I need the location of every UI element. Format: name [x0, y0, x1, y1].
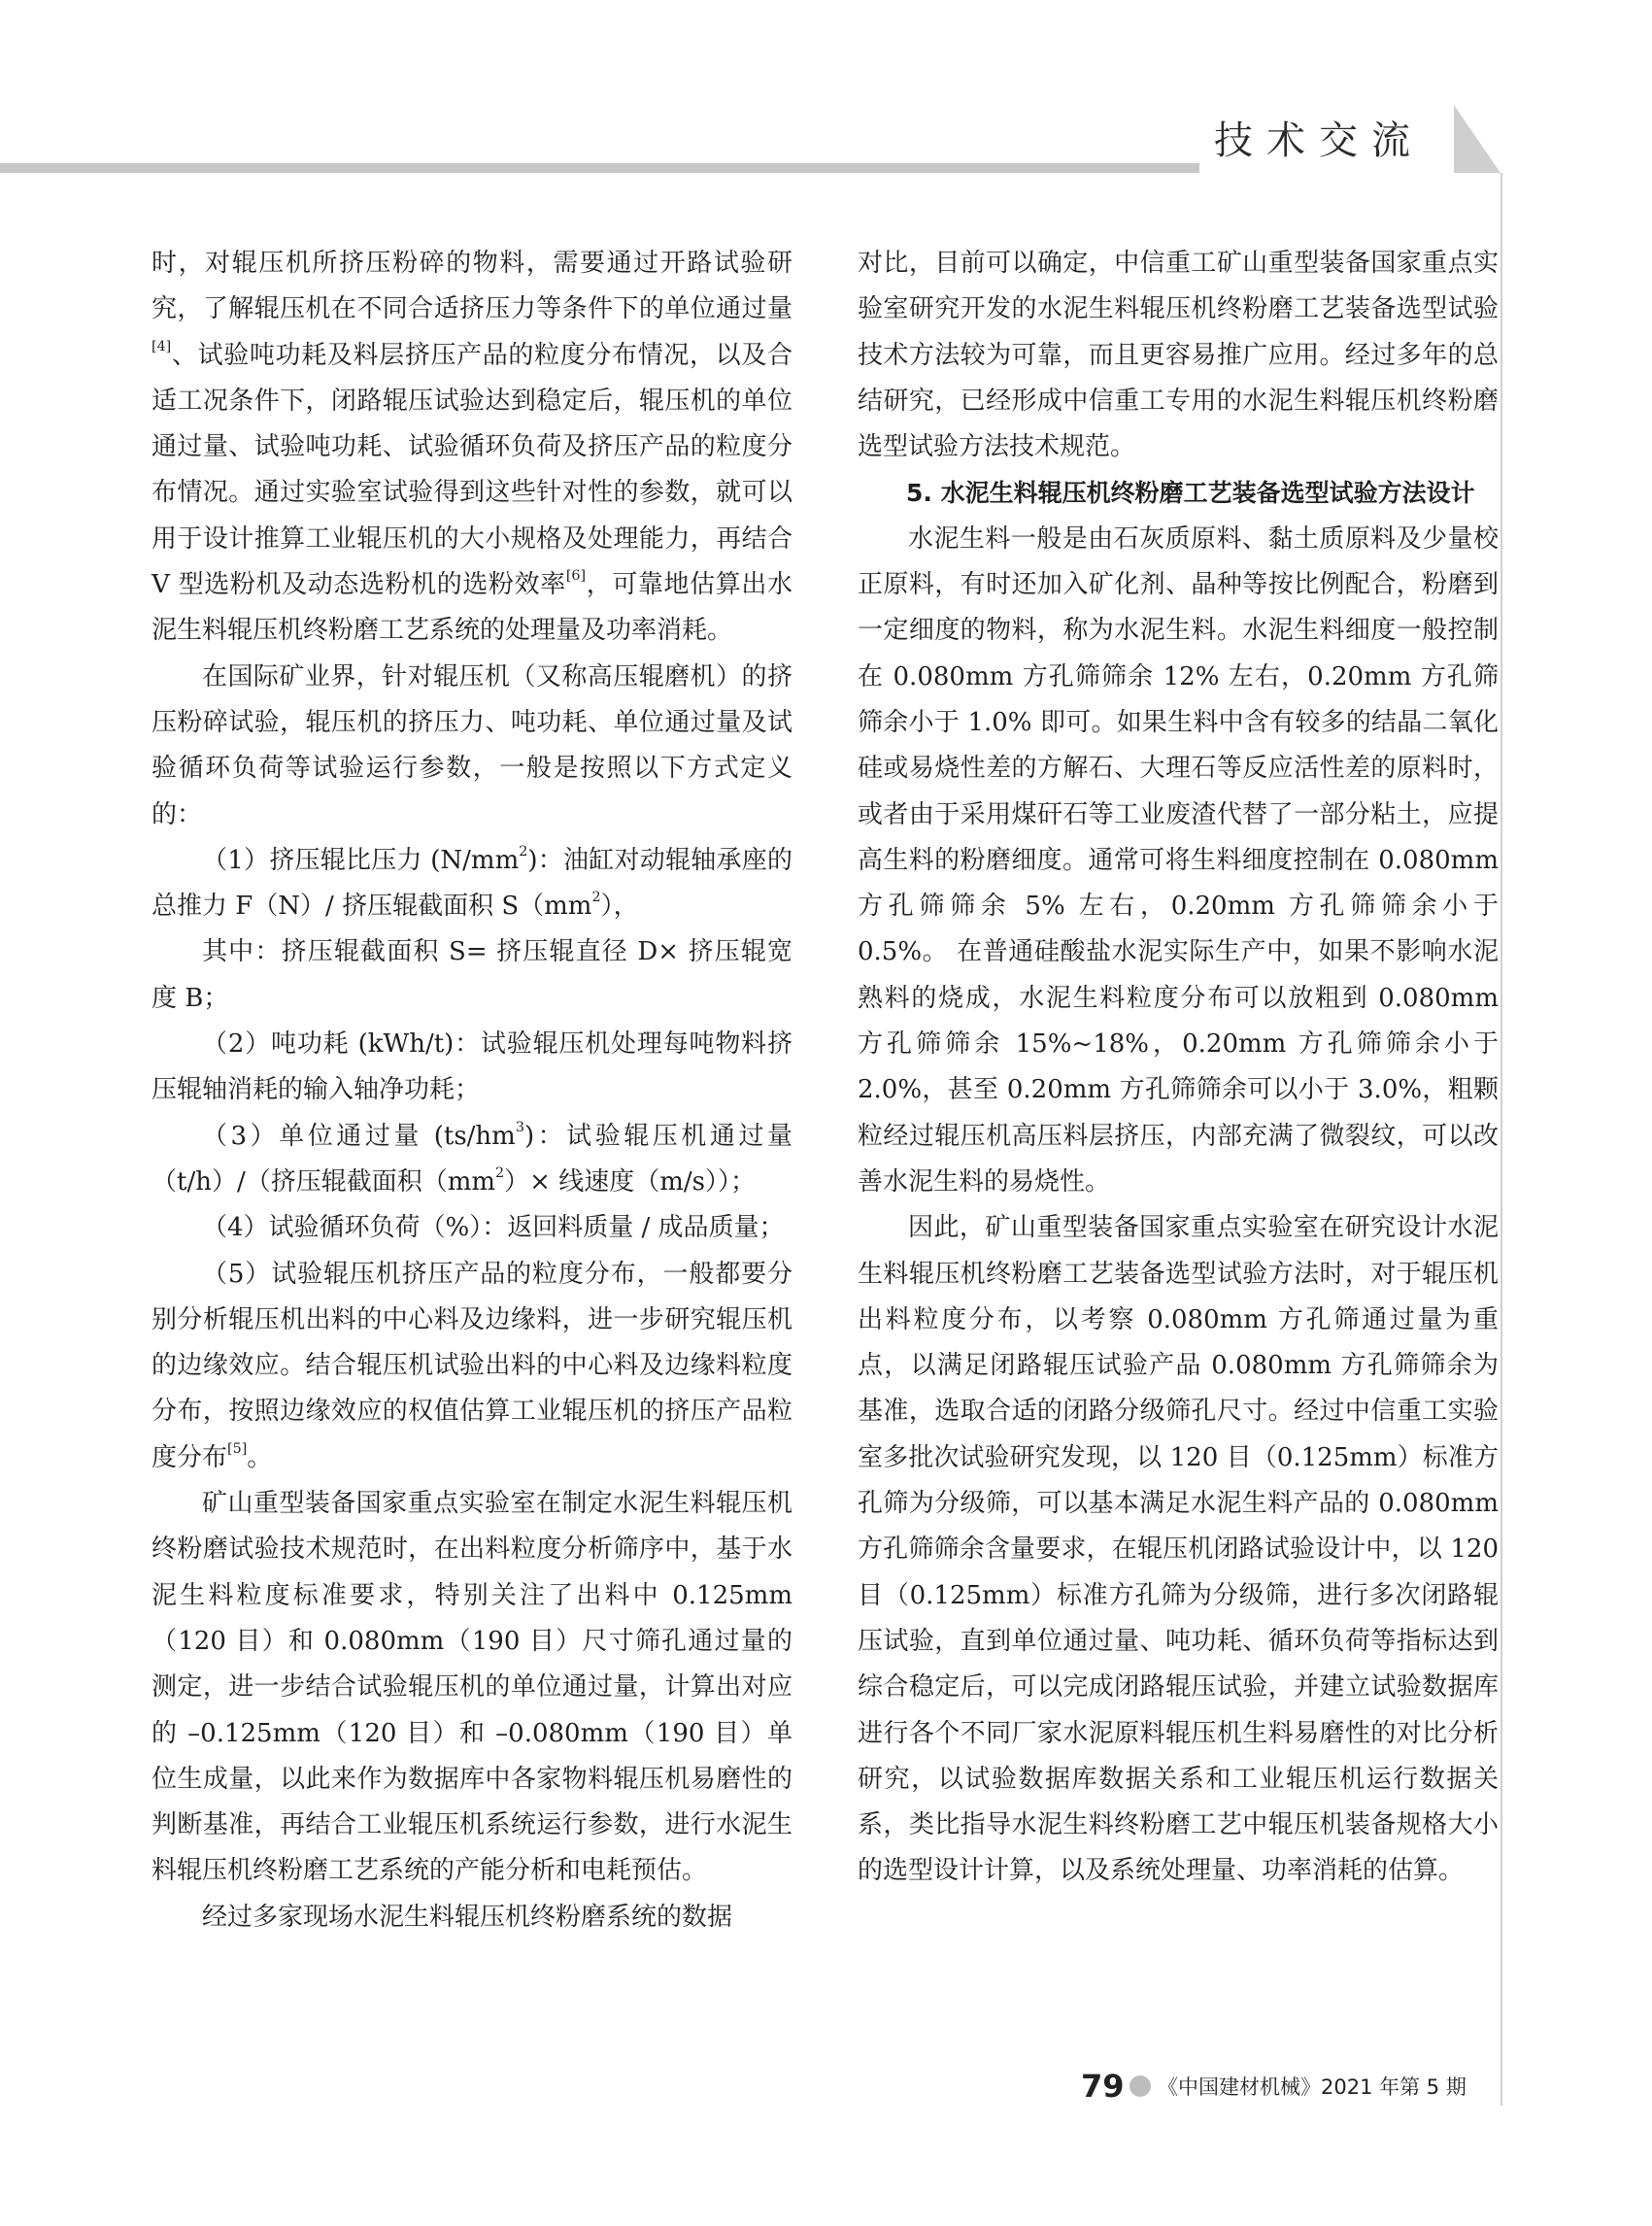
paragraph — [152, 1252, 792, 1481]
text-run: 、试验吨功耗及料层挤压产品的粒度分布情况，以及合适工况条件下，闭路辊压试验达到稳定后，辊压机的单位通过量、试验吨功耗、试验循环负荷及挤压产品的粒度分布情况。通过实验室试验得到这些针对性的参数，就可以用于设计推算工业辊压机的大小规格及处理能力，再结合 V 型选粉机及动态选粉机的选粉效率 — [152, 340, 792, 600]
paragraph — [152, 241, 792, 655]
text-run: )：油缸对动辊轴承座的总推力 F（N）/ 挤压辊截面积 S（mm — [152, 845, 792, 922]
footer-dot — [1129, 2075, 1151, 2097]
text-run: （3）单位通过量 (ts/hm — [202, 1121, 516, 1151]
citation-superscript: 2 — [591, 890, 601, 906]
right-margin-rule — [1500, 173, 1502, 2106]
citation-superscript: 2 — [495, 1165, 505, 1182]
right-column — [858, 241, 1499, 1895]
section-heading — [858, 470, 1499, 516]
page-number: 79 — [1081, 2068, 1125, 2105]
text-run: 5. 水泥生料辊压机终粉磨工艺装备选型试验方法设计 — [906, 479, 1475, 508]
text-run: （5）试验辊压机挤压产品的粒度分布，一般都要分别分析辊压机出料的中心料及边缘料，进一步研究辊压机的边缘效应。结合辊压机试验出料的中心料及边缘料粒度分布，按照边缘效应的权值估算工业辊压机的挤压产品粒度分布 — [152, 1259, 792, 1472]
citation-superscript: 2 — [519, 844, 528, 860]
text-run: )：试验辊压机通过量（t/h）/（挤压辊截面积（mm — [152, 1121, 792, 1197]
citation-superscript: 3 — [515, 1119, 524, 1135]
text-run: （1）挤压辊比压力 (N/mm — [202, 845, 520, 875]
text-run: ）× 线速度（m/s））； — [504, 1166, 756, 1197]
text-run: 时，对辊压机所挤压粉碎的物料，需要通过开路试验研究，了解辊压机在不同合适挤压力等条件下的单位通过量 — [152, 249, 792, 324]
paragraph — [152, 1205, 792, 1251]
text-run: 。 — [247, 1442, 273, 1472]
paragraph — [858, 1205, 1499, 1894]
paragraph — [152, 1114, 792, 1206]
text-run: ）， — [600, 892, 639, 922]
text-run: 矿山重型装备国家重点实验室在制定水泥生料辊压机终粉磨试验技术规范时，在出料粒度分析筛序中，基于水泥生料粒度标准要求，特别关注了出料中 0.125mm（120 目）和 0.080mm（190 目）尺寸筛孔通过量的测定，进一步结合试验辊压机的单位通过量，计算出对应的 –0.125mm（120 目）和 –0.080mm（190 目）单位生成量，以此来作为数据库中各家物料辊压机易磨性的判断基准，再结合工业辊压机系统运行参数，进行水泥生料辊压机终粉磨工艺系统的产能分析和电耗预估。 — [152, 1489, 792, 1886]
text-run: ，可靠地估算出水泥生料辊压机终粉磨工艺系统的处理量及功率消耗。 — [152, 570, 792, 646]
journal-citation: 《中国建材机械》2021 年第 5 期 — [1158, 2075, 1467, 2099]
left-column — [152, 241, 792, 1940]
paragraph — [152, 1895, 792, 1940]
citation-superscript: [5] — [227, 1440, 248, 1457]
citation-superscript: [6] — [565, 568, 587, 585]
header-fold-corner — [1454, 105, 1500, 173]
paragraph — [858, 241, 1499, 470]
paragraph — [152, 655, 792, 838]
text-run: （4）试验循环负荷（%）：返回料质量 / 成品质量； — [202, 1213, 785, 1243]
text-run: 其中：挤压辊截面积 S= 挤压辊直径 D× 挤压辊宽度 B； — [152, 937, 792, 1013]
text-run: 因此，矿山重型装备国家重点实验室在研究设计水泥生料辊压机终粉磨工艺装备选型试验方法时，对于辊压机出料粒度分布，以考察 0.080mm 方孔筛通过量为重点，以满足闭路辊压试验产品 0.080mm 方孔筛筛余为基准，选取合适的闭路分级筛孔尺寸。经过中信重工实验室多批次试验研究发现，以 120 目（0.125mm）标准方孔筛为分级筛，可以基本满足水泥生料产品的 0.080mm 方孔筛筛余含量要求，在辊压机闭路试验设计中，以 120 目（0.125mm）标准方孔筛为分级筛，进行多次闭路辊压试验，直到单位通过量、吨功耗、循环负荷等指标达到综合稳定后，可以完成闭路辊压试验，并建立试验数据库进行各个不同厂家水泥原料辊压机生料易磨性的对比分析研究，以试验数据库数据关系和工业辊压机运行数据关系，类比指导水泥生料终粉磨工艺中辊压机装备规格大小的选型设计计算，以及系统处理量、功率消耗的估算。 — [858, 1213, 1499, 1886]
section-title: 技术交流 — [1214, 118, 1424, 163]
citation-superscript: [4] — [152, 338, 172, 354]
text-run: 对比，目前可以确定，中信重工矿山重型装备国家重点实验室研究开发的水泥生料辊压机终粉磨工艺装备选型试验技术方法较为可靠，而且更容易推广应用。经过多年的总结研究，已经形成中信重工专用的水泥生料辊压机终粉磨选型试验方法技术规范。 — [858, 249, 1499, 462]
text-run: 在国际矿业界，针对辊压机（又称高压辊磨机）的挤压粉碎试验，辊压机的挤压力、吨功耗、单位通过量及试验循环负荷等试验运行参数，一般是按照以下方式定义的： — [152, 661, 792, 829]
paragraph — [152, 1481, 792, 1895]
text-run: 水泥生料一般是由石灰质原料、黏土质原料及少量校正原料，有时还加入矿化剂、晶种等按比例配合，粉磨到一定细度的物料，称为水泥生料。水泥生料细度一般控制在 0.080mm 方孔筛筛余 12% 左右，0.20mm 方孔筛筛余小于 1.0% 即可。如果生料中含有较多的结晶二氧化硅或易烧性差的方解石、大理石等反应活性差的原料时，或者由于采用煤矸石等工业废渣代替了一部分粘土，应提高生料的粉磨细度。通常可将生料细度控制在 0.080mm 方孔筛筛余 5% 左右，0.20mm 方孔筛筛余小于 0.5%。 在普通硅酸盐水泥实际生产中，如果不影响水泥熟料的烧成，水泥生料粒度分布可以放粗到 0.080mm 方孔筛筛余 15%~18%，0.20mm 方孔筛筛余小于 2.0%，甚至 0.20mm 方孔筛筛余可以小于 3.0%，粗颗粒经过辊压机高压料层挤压，内部充满了微裂纹，可以改善水泥生料的易烧性。 — [858, 523, 1499, 1197]
text-run: 经过多家现场水泥生料辊压机终粉磨系统的数据 — [202, 1902, 733, 1932]
paragraph — [858, 517, 1499, 1205]
text-run: （2）吨功耗 (kWh/t)：试验辊压机处理每吨物料挤压辊轴消耗的输入轴净功耗； — [152, 1029, 792, 1105]
paragraph — [152, 929, 792, 1022]
paragraph — [152, 1022, 792, 1114]
paragraph — [152, 838, 792, 930]
